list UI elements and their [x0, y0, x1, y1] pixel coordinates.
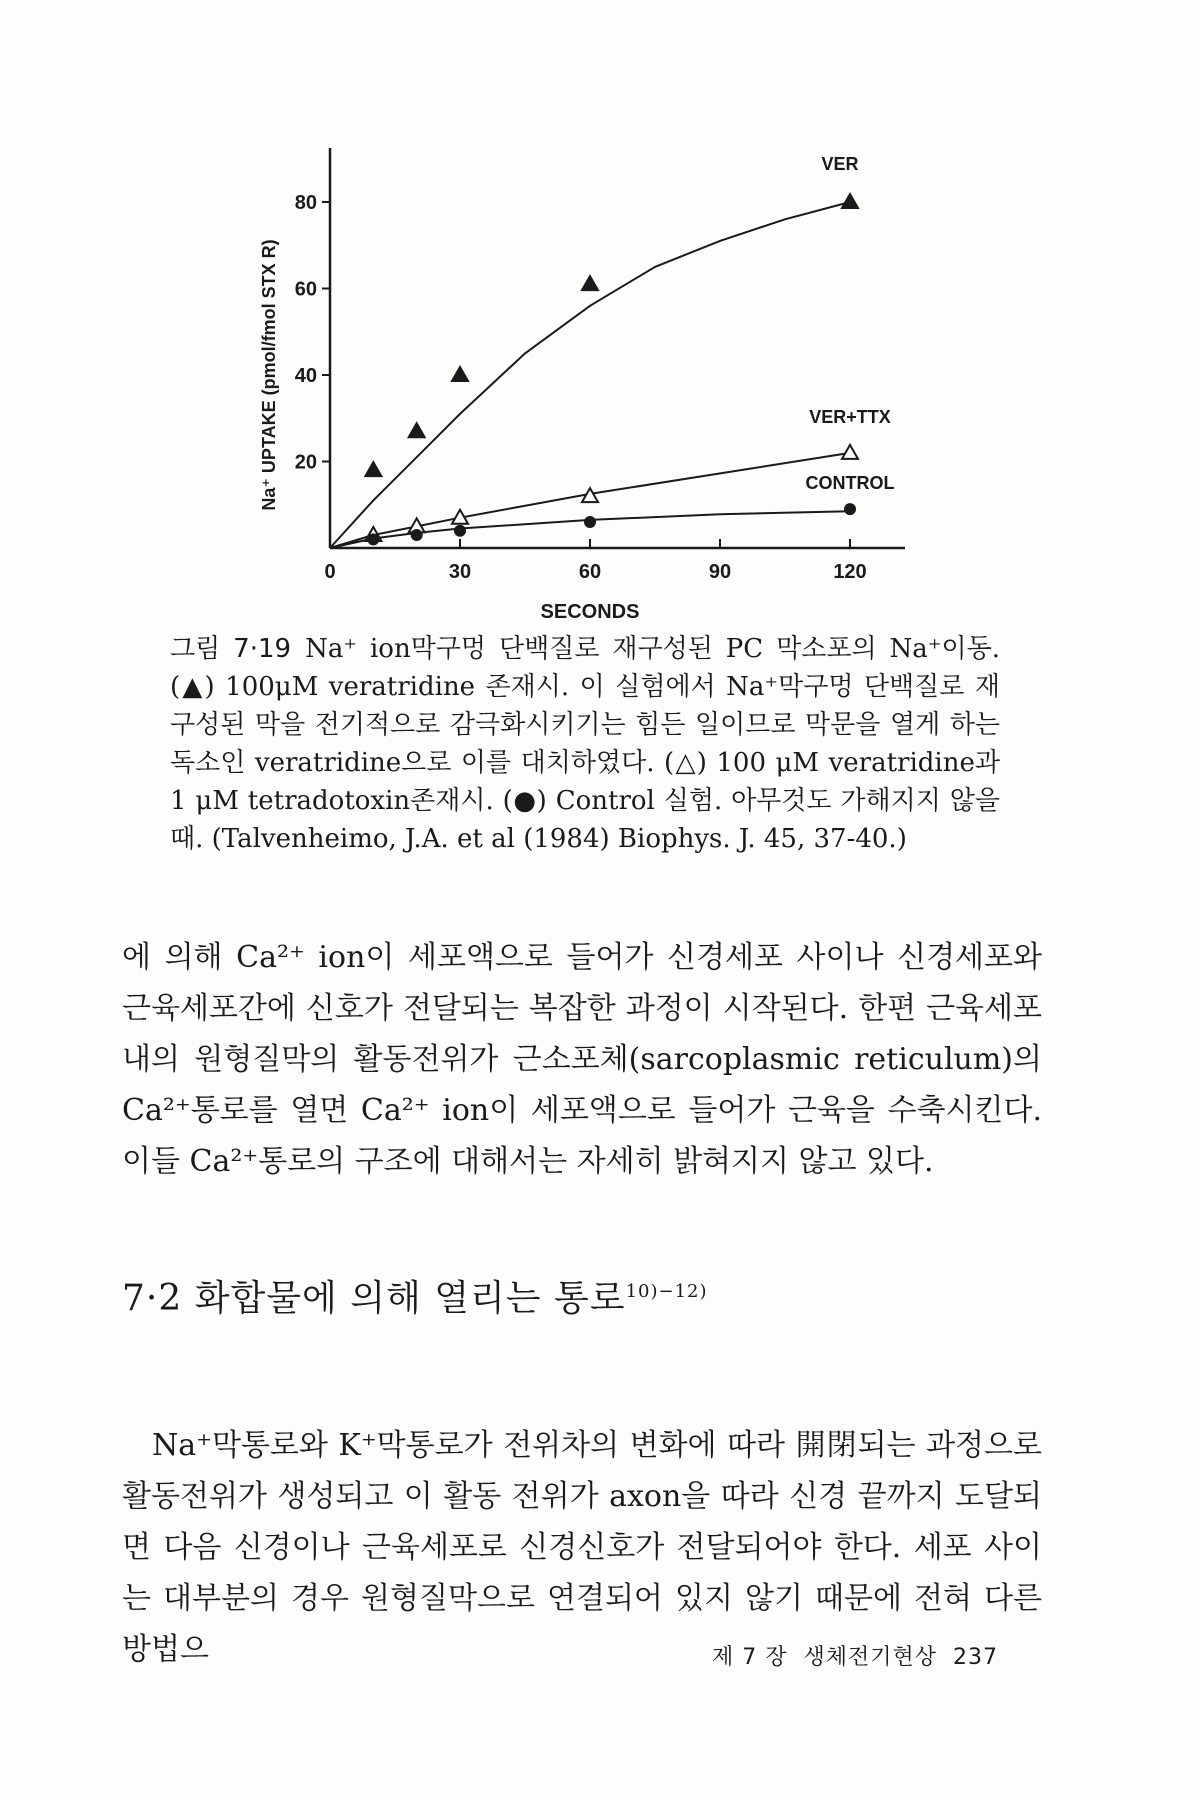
series-ver-point	[409, 423, 425, 437]
footer-title: 생체전기현상	[803, 1645, 938, 1670]
page-footer	[712, 1640, 1014, 1671]
x-tick-label: 120	[833, 561, 867, 583]
series-ver-point	[842, 194, 858, 208]
caption-text: Na⁺ ion막구멍 단백질로 재구성된 PC 막소포의 Na⁺이동. (▲) 100μM veratridine 존재시. 이 실험에서 Na⁺막구멍 단백질로 재구성된 막을 전기적으로 감극화시키기는 힘든 일이므로 막문을 열게 하는 독소인 veratridine으로 이를 대치하였다. (△) 100 μM veratridine과 1 μM tetradotoxin존재시. (●) Control 실험. 아무것도 가해지지 않을 때. (Talvenheimo, J.A. et al (1984) Biophys. J. 45, 37-40.)	[170, 634, 1000, 854]
y-tick-label: 60	[294, 278, 317, 301]
series-ver-point	[582, 276, 598, 290]
x-tick-label: 30	[448, 561, 472, 583]
series-ver-point	[452, 367, 468, 381]
x-axis-title: SECONDS	[540, 601, 640, 623]
y-tick-label: 20	[294, 451, 317, 474]
caption-label: 그림 7·19	[170, 634, 292, 664]
page-number: 237	[953, 1645, 999, 1670]
section-title: 7·2 화합물에 의해 열리는 통로	[122, 1278, 626, 1319]
series-ver-ttx-label: VER+TTX	[809, 406, 891, 427]
body-paragraph-2: Na⁺막통로와 K⁺막통로가 전위차의 변화에 따라 開閉되는 과정으로 활동전위가 생성되고 이 활동 전위가 axon을 따라 신경 끝까지 도달되면 다음 신경이나 근육세포로 신경신호가 전달되어야 한다. 세포 사이는 대부분의 경우 원형질막으로 연결되어 있지 않기 때문에 전혀 다른 방법으	[122, 1428, 1042, 1667]
series-ver-ttx-point	[842, 445, 858, 459]
series-ver-label: VER	[821, 154, 859, 174]
figure-caption	[170, 630, 1000, 858]
series-control-point	[411, 529, 423, 541]
series-control-point	[367, 533, 379, 545]
y-axis-title: Na⁺ UPTAKE (pmol/fmol STX R)	[259, 239, 279, 511]
x-tick-label: 60	[578, 561, 602, 583]
y-tick-label: 80	[294, 192, 317, 214]
uptake-chart	[0, 0, 1200, 640]
x-tick-label: 90	[708, 561, 732, 583]
series-ver-point	[365, 462, 381, 476]
series-control-point	[454, 525, 466, 537]
series-control-point	[844, 503, 856, 515]
body-paragraph-1: 에 의해 Ca²⁺ ion이 세포액으로 들어가 신경세포 사이나 신경세포와 근육세포간에 신호가 전달되는 복잡한 과정이 시작된다. 한편 근육세포 내의 원형질막의 활동전위가 근소포체(sarcoplasmic reticulum)의 Ca²⁺통로를 열면 Ca²⁺ ion이 세포액으로 들어가 근육을 수축시킨다. 이들 Ca²⁺통로의 구조에 대해서는 자세히 밝혀지지 않고 있다.	[122, 940, 1042, 1179]
uptake-chart-svg	[0, 0, 1200, 640]
section-reference: 10)−12)	[625, 1281, 708, 1302]
section-heading	[122, 1270, 708, 1321]
series-control-point	[584, 516, 596, 528]
series-control-label: CONTROL	[805, 473, 895, 494]
x-tick-label: 0	[324, 561, 336, 583]
footer-chapter: 제 7 장	[712, 1645, 788, 1670]
y-tick-label: 40	[294, 365, 317, 387]
